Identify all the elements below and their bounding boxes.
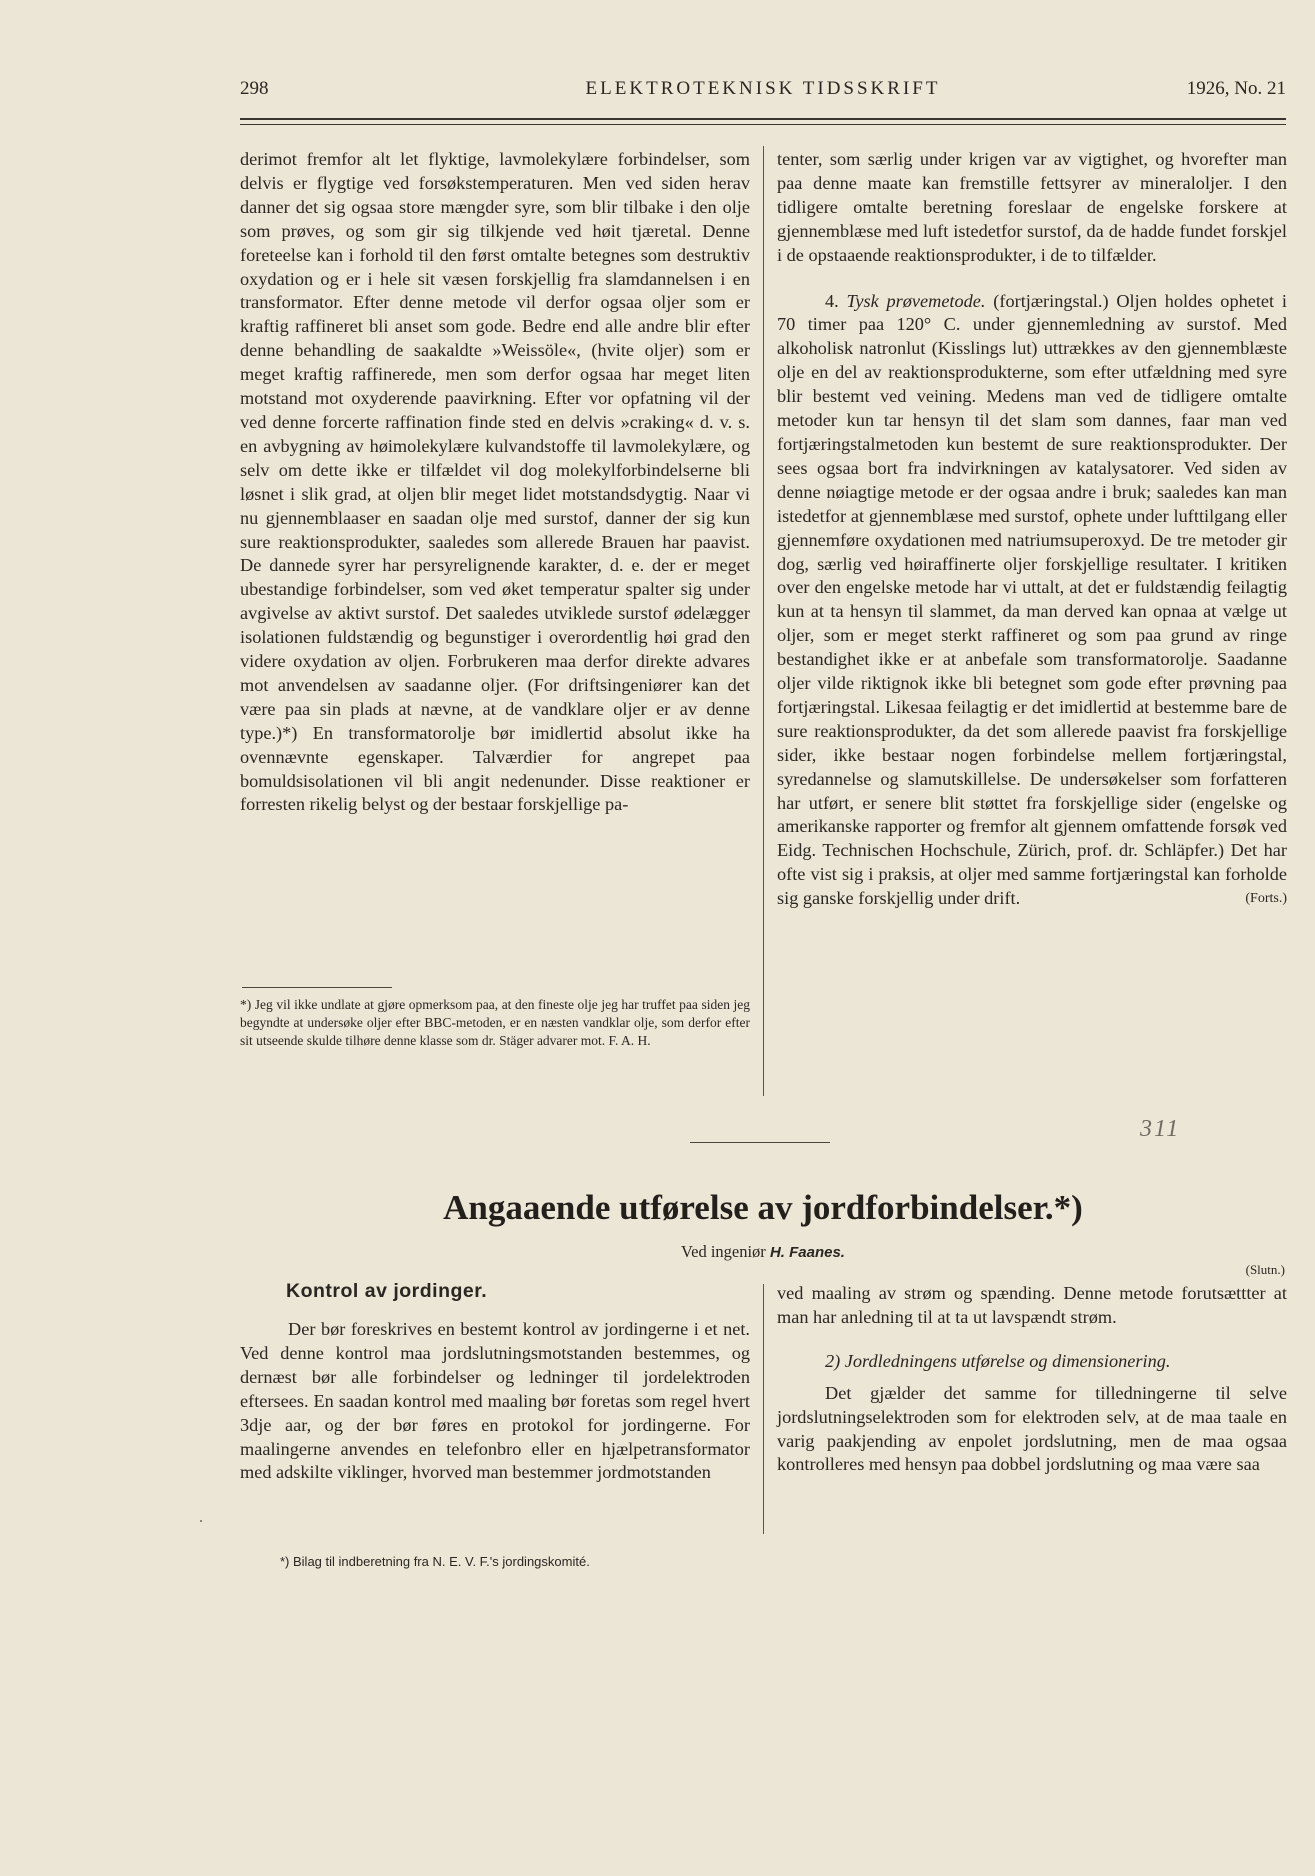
margin-mark bbox=[200, 1520, 202, 1522]
page-header bbox=[240, 78, 1286, 110]
continued-label: (Forts.) bbox=[1245, 891, 1287, 907]
body-paragraph: tenter, som særlig under krigen var av vigtighet, og hvorefter man paa denne maate kan fremstille fettsyrer av mineraloljer. I den tidligere omtalte beretning foreslaar de engelske forskere at gjennemblæse med luft istedetfor surstof, da de hadde fundet forskjel i de opstaaende reaktionsprodukter, i de to tilfælder. bbox=[777, 149, 1287, 265]
right-column-bottom bbox=[777, 1282, 1287, 1477]
left-column-top bbox=[240, 148, 750, 817]
pencil-annotation: 311 bbox=[1140, 1116, 1181, 1142]
conclusion-label: (Slutn.) bbox=[1245, 1262, 1285, 1277]
body-paragraph: Det gjælder det samme for tilledningerne til selve jordslutningselektroden som for elektroden selv, at de maa taale en varig paakjending av enpolet jordslutning, men de maa ogsaa kontrolleres med hensyn paa dobbel jordslutning og maa være saa bbox=[777, 1382, 1287, 1475]
footnote-rule bbox=[242, 987, 392, 988]
method-title: Tysk prøvemetode. bbox=[846, 290, 986, 311]
journal-title: ELEKTROTEKNISK TIDSSKRIFT bbox=[585, 78, 941, 99]
left-column-bottom bbox=[240, 1318, 750, 1485]
page-number: 298 bbox=[240, 78, 269, 99]
method-number: 4. bbox=[825, 290, 839, 311]
byline bbox=[240, 1242, 1286, 1262]
subheading: 2) Jordledningens utførelse og dimensionering. bbox=[825, 1350, 1171, 1371]
body-paragraph: ved maaling av strøm og spænding. Denne metode forutsættter at man har anledning til at ta ut lavspændt strøm. bbox=[777, 1283, 1287, 1327]
footnote-bottom: *) Bilag til indberetning fra N. E. V. F.'s jordingskomité. bbox=[280, 1554, 590, 1569]
author-name: H. Faanes. bbox=[769, 1244, 845, 1261]
right-column-top bbox=[777, 148, 1287, 911]
issue-label: 1926, No. 21 bbox=[1186, 78, 1286, 99]
article-title: Angaaende utførelse av jordforbindelser.*) bbox=[443, 1188, 1083, 1227]
column-divider bbox=[763, 146, 764, 1096]
method-paragraph bbox=[777, 290, 1287, 912]
byline-prefix: Ved ingeniør bbox=[681, 1242, 766, 1261]
method-text: (fortjæringstal.) Oljen holdes ophetet i 70 timer paa 120° C. under gjennemledning av surstof. Med alkoholisk natronlut (Kisslings lut) uttrækkes av den gjennemblæste olje en del av reaktionsprodukterne, som efter utfældning med syre blir bestemt ved veining. Medens man ved de tidligere omtalte metoder kun tar hensyn til det slam som dannes, faar man ved fortjæringstalmetoden kun bestemt de sure reaktionsprodukter. Der sees ogsaa bort fra indvirkningen av katalysatorer. Ved siden av denne nøiagtige metode er der ogsaa andre i bruk; saaledes kan man istedetfor at gjennemblæse med surstof, ophete under lufttilgang eller gjennemføre oxydationen med natriumsuperoxyd. De tre metoder gir dog, særlig ved høiraffinerte oljer forskjellige resultater. I kritiken over den engelske metode har vi uttalt, at det er fuldstændig feilagtig kun at ta hensyn til slammet, da man derved kan opnaa at vælge ut oljer, som er meget sterkt raffineret og som paa grund av ringe bestandighet ikke er at anbefale som transformatorolje. Saadanne oljer vilde riktignok ikke bli betegnet som gode efter prøvning paa fortjæringstal. Likesaa feilagtig er det imidlertid at bestemme bare de sure reaktionsprodukter, da det som allerede paavist fra forskjellige sider, ikke bestaar nogen forbindelse mellem fortjæringstal, syredannelse og slamutskillelse. De undersøkelser som forfatteren har utført, er senere blit støttet fra forskjellige sider (engelske og amerikanske rapporter og fremfor alt gjennem omfattende forsøk ved Eidg. Technischen Hochschule, Zürich, prof. dr. Schläpfer.) Det har ofte vist sig i praksis, at oljer med samme fortjæringstal kan forholde sig ganske forskjellig under drift. bbox=[777, 290, 1287, 909]
header-rule bbox=[240, 118, 1286, 125]
column-divider bbox=[763, 1284, 764, 1534]
section-heading: Kontrol av jordinger. bbox=[286, 1280, 488, 1302]
section-separator bbox=[690, 1142, 830, 1143]
body-paragraph: derimot fremfor alt let flyktige, lavmolekylære forbindelser, som delvis er flygtige ved forsøkstemperaturen. Men ved siden herav danner det sig ogsaa store mængder syre, som blir tilbake i den olje som prøves, og som gir sig tilkjende ved høit tjæretal. Denne foreteelse kan i forhold til den først omtalte betegnes som destruktiv oxydation og er i hele sit væsen forskjellig fra slamdannelsen i en transformator. Efter denne metode vil derfor ogsaa oljer som er kraftig raffineret bli anset som gode. Bedre end alle andre blir efter denne behandling de saakaldte »Weissöle«, (hvite oljer) som er meget kraftig raffinerede, men som derfor ogsaa har meget liten motstand mot oxyderende paavirkning. Efter vor opfatning vil der ved denne forcerte raffination finde sted en delvis »craking« d. v. s. en avbygning av høimolekylære kulvandstoffe til lavmolekylære, og selv om dette ikke er tilfældet vil dog molekylforbindelserne bli løsnet i slik grad, at oljen blir meget lidet motstandsdygtig. Naar vi nu gjennemblaaser en saadan olje med surstof, danner der sig kun sure reaktionsprodukter, saaledes som allerede Brauen har paavist. De dannede syrer har persyrelignende karakter, d. e. der er meget ubestandige forbindelser, som ved øket temperatur spalter sig under avgivelse av aktivt surstof. Det saaledes utviklede surstof ødelægger isolationen fuldstændig og begunstiger i overordentlig høi grad den videre oxydation av oljen. Forbrukeren maa derfor direkte advares mot anvendelsen av saadanne oljer. (For driftsingeniører kan det være paa sin plads at nævne, at de vandklare oljer er av denne type.)*) En transformatorolje bør imidlertid absolut ikke ha ovennævnte egenskaper. Talværdier for angrepet paa bomuldsisolationen vil bli angit nedenunder. Disse reaktioner er forresten rikelig belyst og der bestaar forskjellige pa- bbox=[240, 149, 750, 815]
footnote-top: *) Jeg vil ikke undlate at gjøre opmerksom paa, at den fineste olje jeg har truffet paa siden jeg begyndte at undersøke oljer efter BBC-metoden, er en næsten vandklar olje, som derfor efter sit utseende skulde tilhøre denne klasse som dr. Stäger advarer mot. F. A. H. bbox=[240, 997, 750, 1048]
body-paragraph: Der bør foreskrives en bestemt kontrol av jordingerne i et net. Ved denne kontrol maa jordslutningsmotstanden bestemmes, og dernæst bør alle forbindelser og ledninger til jordelektroden eftersees. En saadan kontrol med maaling bør foretas som regel hvert 3dje aar, og der bør føres en protokol for jordingerne. For maalingerne anvendes en telefonbro eller en hjælpetransformator med adskilte viklinger, hvorved man bestemmer jordmotstanden bbox=[240, 1319, 750, 1483]
